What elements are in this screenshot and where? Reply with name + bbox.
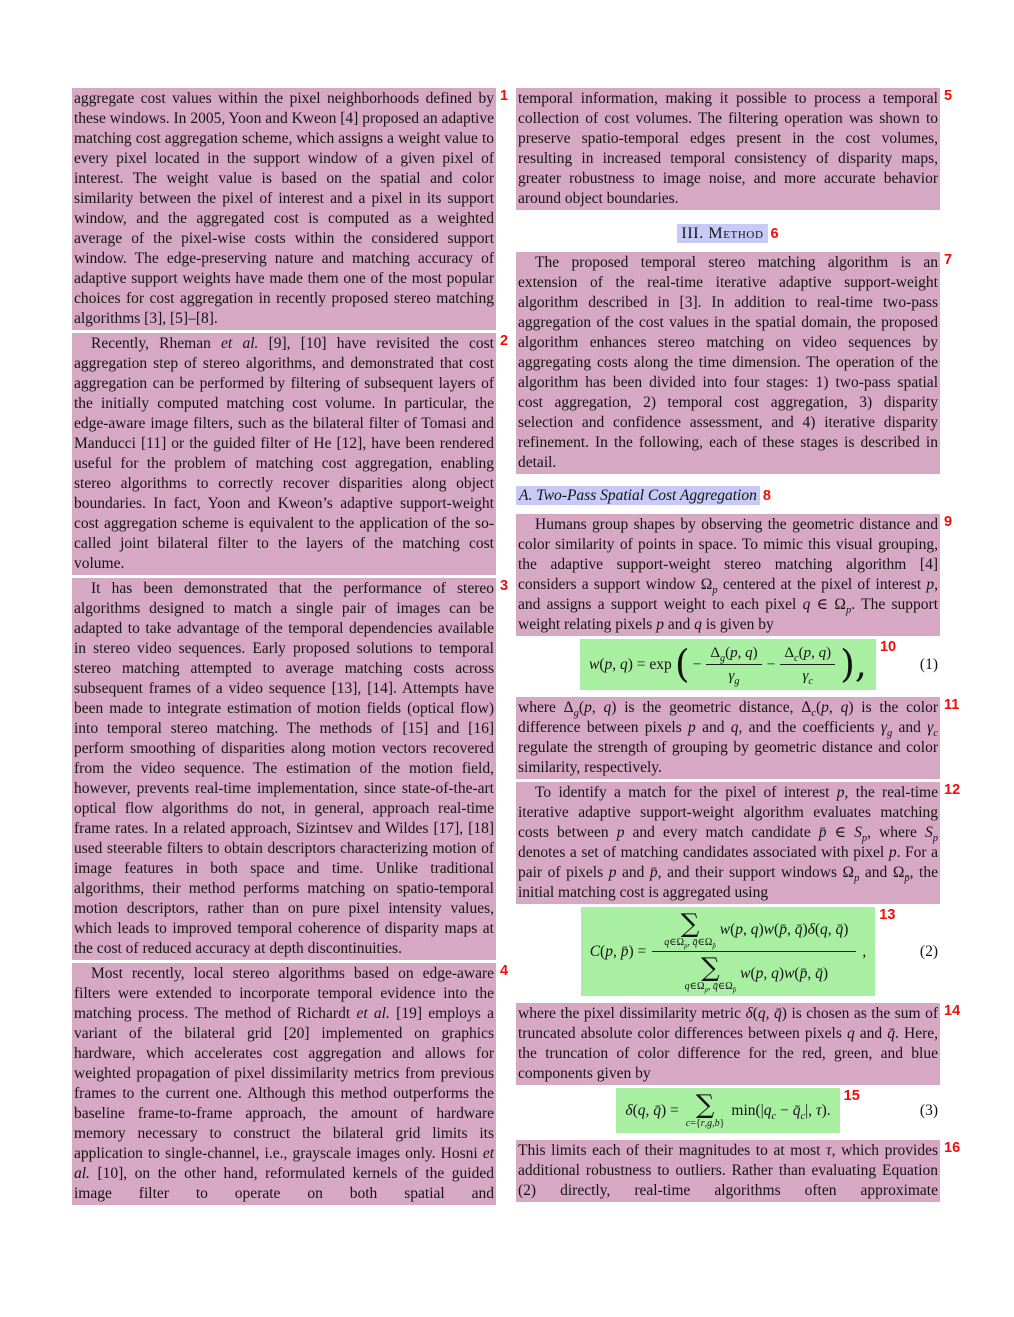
- text-segment-16: [516, 1140, 961, 1202]
- paren-open: (: [674, 642, 690, 687]
- equation-3: [625, 1092, 830, 1129]
- paragraph-text: The proposed temporal stereo matching algorithm is an extension of the real-time iterative adaptive support-weight algorithm described in [3]. In addition to real-time two-pass aggregation of the cost values in the spatial domain, the proposed algorithm enhances stereo matching on video sequences by aggregating costs along the time dimension. The operation of the algorithm has been divided into four stages: 1) two-pass spatial cost aggregation, 2) temporal cost aggregation, 3) disparity selection and confidence assessment, and 4) iterative disparity refinement. In the following, each of these stages is described in detail.: [518, 254, 938, 471]
- segment-marker-11: 11: [944, 697, 960, 713]
- segment-marker-13: 13: [879, 907, 896, 923]
- equation-3-highlight: [616, 1088, 860, 1133]
- equation-2-row: [516, 907, 940, 996]
- segment-marker-12: 12: [944, 782, 961, 798]
- big-fraction-numerator: [652, 911, 856, 952]
- segment-marker-7: 7: [944, 252, 953, 268]
- sigma-symbol: ∑: [701, 953, 720, 983]
- paragraph-text: where the pixel dissimilarity metric δ(q, q̄) is chosen as the sum of truncated absolute color differences between pixels q and q̄. Here, the truncation of color difference for the red, green, and blue components given by: [518, 1005, 939, 1082]
- segment-marker-6: 6: [770, 226, 779, 242]
- equation-3-number: (3): [919, 1101, 938, 1119]
- paragraph-text: aggregate cost values within the pixel neighborhoods defined by these windows. In 2005, Yoon and Kweon [4] proposed an adaptive matching cost aggregation scheme, which assigns a weight value to every pixel located in the support window of a given pixel of interest. The weight value is based on the spatial and color similarity between the pixel of interest and a pixel in its support window, and the aggregated cost is computed as a weighted average of the pixel-wise costs within the considered support window. The edge-preserving nature and matching accuracy of adaptive support weights have made them one of the most popular choices for cost aggregation in recently proposed stereo matching algorithms [3], [5]–[8].: [74, 90, 494, 327]
- equation-1: [589, 643, 867, 686]
- paragraph-text: Recently, Rheman et al. [9], [10] have revisited the cost aggregation step of stereo algorithms, and demonstrated that cost aggregation can be performed by filtering of subsequent layers of the initially computed matching cost volume. In particular, the edge-aware image filters, such as the bilateral filter of Tomasi and Manducci [11] or the guided filter of He [12], have been rendered useful for the problem of matching cost aggregation, enabling stereo algorithms to correctly recover disparities along object boundaries. In fact, Yoon and Kweon’s adaptive support-weight cost aggregation scheme is equivalent to the application of the so-called joint bilateral filter to the layers of the matching cost volume.: [74, 335, 494, 572]
- text-segment-5: [516, 88, 953, 210]
- text-segment-7: [516, 252, 953, 474]
- paragraph-text: Most recently, local stereo algorithms based on edge-aware filters were extended to incorporate temporal evidence into the matching process. The method of Richardt et al. [19] employs a variant of the bilateral grid [20] implemented on graphics hardware, which accelerates cost aggregation and allows for weighted propagation of pixel dissimilarity metrics from previous frames to the current one. Although this method outperforms the baseline frame-to-frame approach, the amount of hardware memory necessary to construct the bilateral grid limits its application to single-channel, i.e., grayscale images only. Hosni et al. [10], on the other hand, reformulated kernels of the guided image filter to operate on both spatial and: [74, 965, 494, 1202]
- equation-2: [590, 911, 867, 992]
- fraction-color: [780, 643, 835, 686]
- text-segment-9: [516, 514, 953, 636]
- right-column: [516, 88, 961, 1205]
- segment-marker-16: 16: [944, 1140, 961, 1156]
- paragraph-text: To identify a match for the pixel of interest p, the real-time iterative adaptive support-weight algorithm evaluates matching costs between p and every match candidate p̄ ∈ $S_p$, where $S_p$ denotes a set of matching candidates associated with pixel p. For a pair of pixels p and p̄, and their support windows $\Omega_p$ and $\Omega_{p̄}$, the initial matching cost is aggregated using: [518, 784, 938, 901]
- equation-1-number: (1): [919, 655, 938, 673]
- segment-marker-9: 9: [944, 514, 953, 530]
- left-column: [72, 88, 509, 1208]
- text-segment-4: [72, 963, 509, 1205]
- segment-marker-5: 5: [944, 88, 953, 104]
- text-segment-1: [72, 88, 509, 330]
- minus-sign: −: [766, 655, 776, 673]
- segment-marker-3: 3: [500, 578, 509, 594]
- paragraph-text: where $\Delta_g(p$, q) is the geometric distance, $\Delta_c(p$, q) is the color difference between pixels p and q, and the coefficients $\gamma_g$ and $\gamma_c$ regulate the strength of grouping by geometric distance and color similarity, respectively.: [518, 699, 938, 776]
- equation-3-body: $\min(|q_c$ − $q̄_c|$, τ).: [731, 1101, 831, 1122]
- segment-marker-10: 10: [879, 639, 897, 655]
- segment-marker-8: 8: [762, 488, 771, 504]
- text-segment-12: [516, 782, 961, 904]
- segment-marker-4: 4: [500, 963, 509, 979]
- fraction-numerator: $\Delta_c(p$, q): [780, 643, 835, 665]
- segment-marker-2: 2: [500, 333, 509, 349]
- summation-limits: c={r,g,b}: [685, 1118, 725, 1129]
- big-fraction-denominator: [681, 952, 828, 992]
- text-segment-3: [72, 578, 509, 960]
- section-heading-text: III. Method: [677, 224, 767, 243]
- paragraph-text: temporal information, making it possible to process a temporal collection of cost volumes. The filtering operation was shown to preserve spatio-temporal edges present in the cost volumes, resulting in increased temporal consistency of disparity maps, greater robustness to image noise, and more accurate behavior around object boundaries.: [518, 90, 938, 207]
- summation-limits: $q\in\Omega_p$, $q̄\in\Omega_{p̄}$: [664, 937, 716, 950]
- equation-1-row: [516, 639, 940, 690]
- subsection-heading-text: A. Two-Pass Spatial Cost Aggregation: [516, 486, 760, 505]
- equation-1-lhs: w(p, q) = exp: [589, 655, 672, 673]
- equation-3-row: [516, 1088, 940, 1133]
- segment-marker-1: 1: [500, 88, 509, 104]
- paragraph-text: It has been demonstrated that the performance of stereo algorithms designed to match a single pair of images can be adapted to take advantage of the temporal dependencies available in stereo video sequences. Early proposed solutions to temporal stereo matching attempted to average matching costs across subsequent frames of a video sequence [13], [14]. Attempts have been made to integrate estimation of motion fields (optical flow) into temporal stereo matching. The methods of [15] and [16] perform smoothing of disparities along motion vectors recovered from the video sequence. The estimation of the motion field, however, prevents real-time implementation, since state-of-the-art optical flow algorithms do not, in general, approach real-time frame rates. In a related approach, Sizintsev and Wildes [17], [18] used steerable filters to obtain descriptors characterizing motion of image features in both space and time. Unlike traditional algorithms, their method performs matching on spatio-temporal motion descriptors, rather than on pure pixel intensity values, which leads to improved temporal coherence of disparity maps at the cost of reduced accuracy at depth discontinuities.: [74, 580, 494, 957]
- segment-marker-14: 14: [944, 1003, 961, 1019]
- minus-sign: −: [692, 655, 702, 673]
- sigma-symbol: ∑: [695, 1090, 715, 1120]
- fraction-numerator: $\Delta_g(p$, q): [706, 643, 761, 665]
- summation: [685, 955, 737, 992]
- summation: [664, 911, 716, 948]
- section-heading-method: [516, 224, 940, 244]
- text-segment-14: [516, 1003, 961, 1085]
- text-segment-2: [72, 333, 509, 575]
- subsection-heading-a: [516, 486, 940, 506]
- equation-1-highlight: [580, 639, 897, 690]
- paragraph-text: Humans group shapes by observing the geometric distance and color similarity of points in space. To mimic this visual grouping, the adaptive support-weight stereo matching algorithm [4] considers a support window $\Omega_p$ centered at the pixel of interest p, and assigns a support weight to each pixel q ∈ $\Omega_p$. The support weight relating pixels p and q is given by: [518, 516, 938, 633]
- fraction-denominator: $\gamma_c$: [802, 668, 813, 687]
- equation-3-lhs: δ(q, q̄) =: [625, 1101, 679, 1119]
- text-segment-11: [516, 697, 960, 779]
- equation-2-highlight: [581, 907, 896, 996]
- equation-2-lhs: C(p, p̄) =: [589, 942, 647, 960]
- fraction-denominator: $\gamma_g$: [728, 668, 740, 687]
- big-fraction: [652, 911, 856, 992]
- paren-close: ),: [840, 642, 867, 687]
- summation: [686, 1092, 725, 1129]
- numerator-terms: w(p, q)w(p̄, q̄)δ(q, q̄): [719, 920, 849, 938]
- fraction-geometric: [706, 643, 761, 686]
- sigma-symbol: ∑: [680, 909, 700, 939]
- segment-marker-15: 15: [843, 1088, 860, 1104]
- equation-2-comma: ,: [862, 942, 867, 960]
- paragraph-text: This limits each of their magnitudes to at most τ, which provides additional robustness to outliers. Rather than evaluating Equation (2) directly, real-time algorithms often approximate: [518, 1142, 938, 1199]
- equation-2-number: (2): [919, 942, 938, 960]
- denominator-terms: w(p, q)w(p̄, q̄): [740, 964, 829, 982]
- summation-limits: $q\in\Omega_p$, $q̄\in\Omega_{p̄}$: [684, 981, 737, 994]
